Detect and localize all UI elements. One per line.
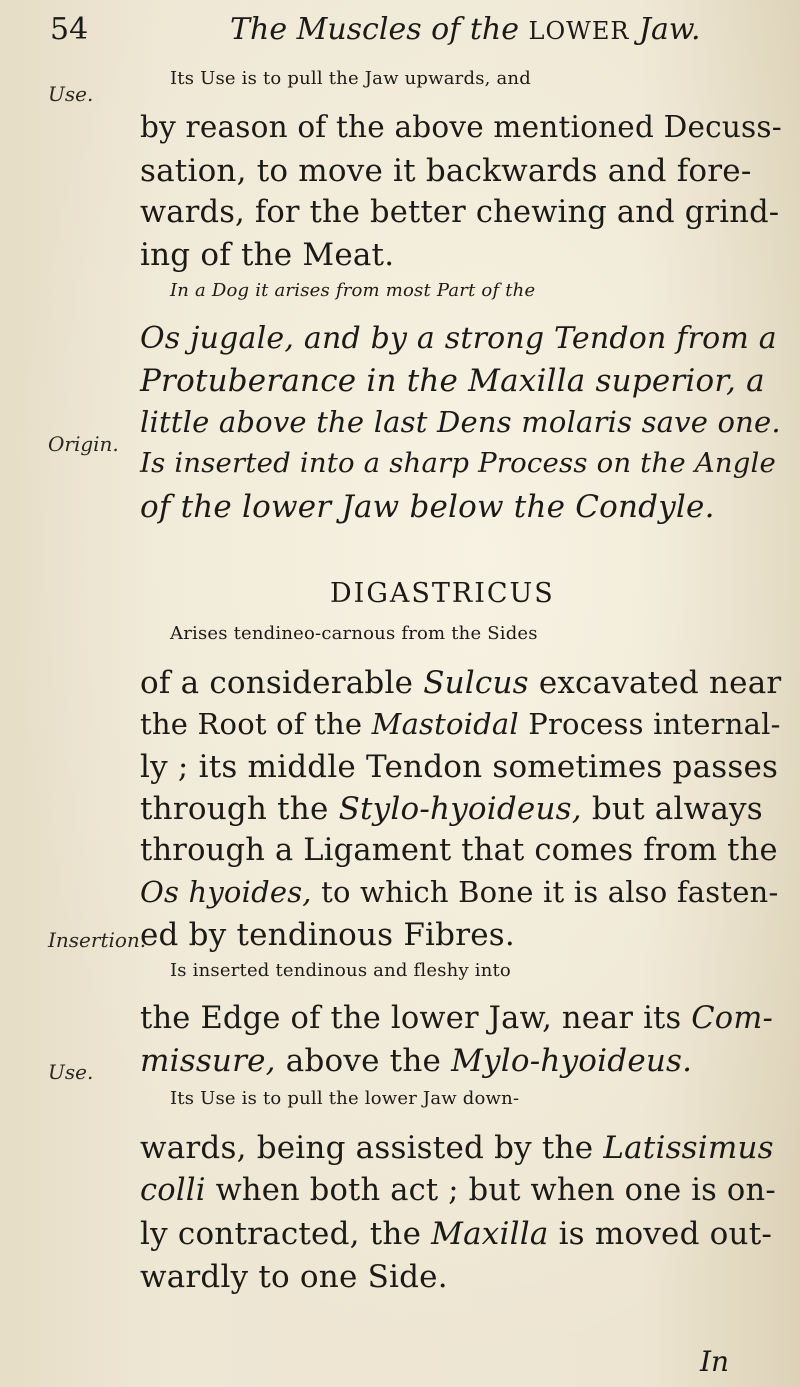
- text-line: missure, above the Mylo-hyoideus.: [140, 1043, 693, 1079]
- text-line: of the lower Jaw below the Condyle.: [140, 489, 715, 525]
- text-line: through a Ligament that comes from the: [140, 833, 778, 868]
- text-line: sation, to move it backwards and fore-: [140, 153, 752, 189]
- margin-note-use: Use.: [48, 82, 94, 106]
- text-line: colli when both act ; but when one is on-: [140, 1173, 776, 1208]
- margin-note-insertion: Insertion.: [48, 928, 147, 952]
- catchword: In: [700, 1345, 730, 1378]
- text-line: the Edge of the lower Jaw, near its Com-: [140, 1001, 773, 1036]
- text-line: wards, for the better chewing and grind-: [140, 195, 780, 230]
- text-line: In a Dog it arises from most Part of the: [170, 280, 536, 301]
- margin-note-use-2: Use.: [48, 1060, 94, 1084]
- section-heading: DIGASTRICUS: [330, 578, 555, 609]
- text-line: ly ; its middle Tendon sometimes passes: [140, 749, 779, 785]
- text-line: little above the last Dens molaris save one.: [140, 405, 781, 439]
- text-line: by reason of the above mentioned Decuss-: [140, 110, 782, 144]
- text-line: Os jugale, and by a strong Tendon from a: [140, 321, 777, 356]
- page-header: [50, 12, 780, 52]
- text-line: wards, being assisted by the Latissimus: [140, 1130, 774, 1166]
- text-line: Protuberance in the Maxilla superior, a: [140, 363, 765, 399]
- text-line: ly contracted, the Maxilla is moved out-: [140, 1216, 773, 1252]
- page-number: 54: [50, 12, 89, 47]
- text-line: of a considerable Sulcus excavated near: [140, 665, 782, 701]
- text-line: Is inserted into a sharp Process on the Angle: [140, 447, 777, 479]
- text-line: through the Stylo-hyoideus, but always: [140, 791, 763, 827]
- margin-note-origin: Origin.: [48, 432, 119, 456]
- running-head: The Muscles of the LOWER Jaw.: [230, 12, 701, 47]
- text-line: the Root of the Mastoidal Process internal-: [140, 707, 781, 741]
- text-line: ing of the Meat.: [140, 237, 395, 273]
- text-line: Arises tendineo-carnous from the Sides: [170, 623, 538, 644]
- text-line: Os hyoides, to which Bone it is also fasten-: [140, 875, 779, 909]
- text-line: Its Use is to pull the Jaw upwards, and: [170, 68, 531, 89]
- text-line: wardly to one Side.: [140, 1259, 448, 1295]
- text-line: Its Use is to pull the lower Jaw down-: [170, 1088, 520, 1109]
- text-line: ed by tendinous Fibres.: [140, 917, 515, 953]
- text-line: Is inserted tendinous and fleshy into: [170, 960, 511, 981]
